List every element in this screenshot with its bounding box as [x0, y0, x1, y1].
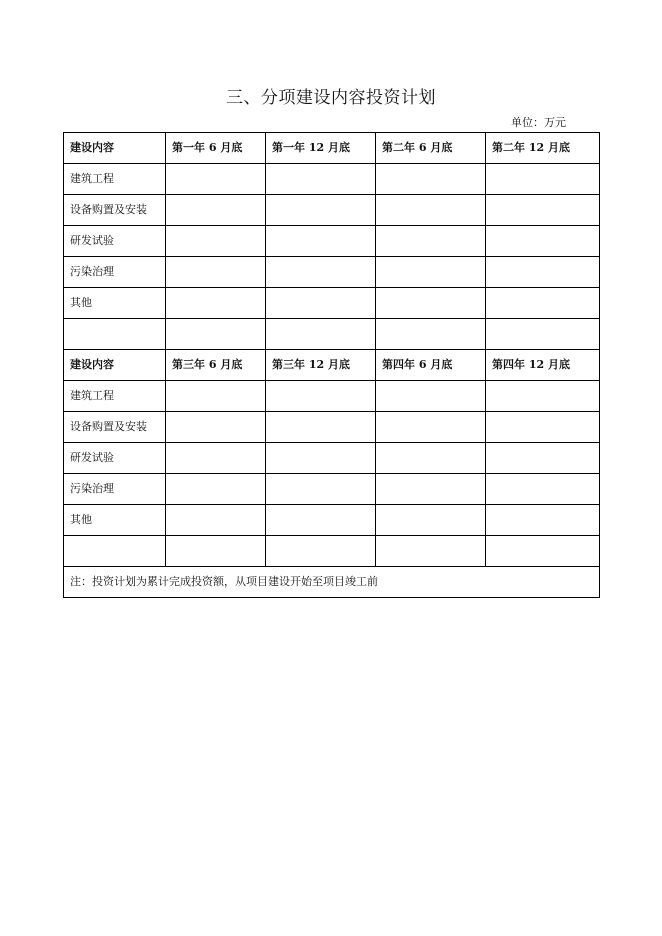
table-header-row-2	[64, 350, 600, 381]
value-cell[interactable]	[266, 412, 376, 443]
header-cell-period: 第二年 6 月底	[376, 133, 486, 164]
row-label: 研发试验	[64, 443, 166, 474]
value-cell[interactable]	[376, 505, 486, 536]
table-row	[64, 536, 600, 567]
row-label: 污染治理	[64, 474, 166, 505]
table-row	[64, 195, 600, 226]
table-row	[64, 226, 600, 257]
value-cell[interactable]	[166, 164, 266, 195]
value-cell[interactable]	[166, 319, 266, 350]
value-cell[interactable]	[266, 288, 376, 319]
header-cell-period: 第二年 12 月底	[486, 133, 600, 164]
value-cell[interactable]	[266, 381, 376, 412]
table-row	[64, 381, 600, 412]
value-cell[interactable]	[486, 381, 600, 412]
value-cell[interactable]	[166, 195, 266, 226]
value-cell[interactable]	[486, 536, 600, 567]
value-cell[interactable]	[486, 412, 600, 443]
value-cell[interactable]	[486, 226, 600, 257]
value-cell[interactable]	[376, 443, 486, 474]
value-cell[interactable]	[266, 319, 376, 350]
value-cell[interactable]	[266, 443, 376, 474]
table-row	[64, 443, 600, 474]
value-cell[interactable]	[486, 195, 600, 226]
value-cell[interactable]	[266, 257, 376, 288]
table-row	[64, 257, 600, 288]
row-label: 设备购置及安装	[64, 195, 166, 226]
header-cell-period: 第四年 6 月底	[376, 350, 486, 381]
unit-label: 单位：万元	[511, 116, 566, 129]
value-cell[interactable]	[166, 381, 266, 412]
value-cell[interactable]	[166, 443, 266, 474]
header-cell-period: 第一年 12 月底	[266, 133, 376, 164]
row-label: 研发试验	[64, 226, 166, 257]
value-cell[interactable]	[376, 319, 486, 350]
row-label: 污染治理	[64, 257, 166, 288]
value-cell[interactable]	[266, 226, 376, 257]
row-label: 其他	[64, 505, 166, 536]
value-cell[interactable]	[376, 381, 486, 412]
note-row	[64, 567, 600, 598]
value-cell[interactable]	[266, 474, 376, 505]
value-cell[interactable]	[376, 412, 486, 443]
value-cell[interactable]	[166, 505, 266, 536]
table-row	[64, 288, 600, 319]
value-cell[interactable]	[376, 474, 486, 505]
row-label: 其他	[64, 288, 166, 319]
value-cell[interactable]	[376, 226, 486, 257]
value-cell[interactable]	[166, 412, 266, 443]
page-title: 三、分项建设内容投资计划	[226, 88, 436, 108]
row-label: 建筑工程	[64, 381, 166, 412]
row-label	[64, 319, 166, 350]
value-cell[interactable]	[266, 505, 376, 536]
value-cell[interactable]	[166, 288, 266, 319]
table-row	[64, 412, 600, 443]
value-cell[interactable]	[376, 257, 486, 288]
table-row	[64, 474, 600, 505]
header-cell-content: 建设内容	[64, 133, 166, 164]
table-row	[64, 505, 600, 536]
value-cell[interactable]	[376, 195, 486, 226]
value-cell[interactable]	[486, 257, 600, 288]
header-cell-content: 建设内容	[64, 350, 166, 381]
value-cell[interactable]	[166, 226, 266, 257]
value-cell[interactable]	[486, 319, 600, 350]
value-cell[interactable]	[376, 288, 486, 319]
header-cell-period: 第三年 6 月底	[166, 350, 266, 381]
value-cell[interactable]	[376, 536, 486, 567]
value-cell[interactable]	[266, 164, 376, 195]
header-cell-period: 第四年 12 月底	[486, 350, 600, 381]
value-cell[interactable]	[376, 164, 486, 195]
footnote: 注：投资计划为累计完成投资额，从项目建设开始至项目竣工前	[64, 567, 600, 598]
row-label: 设备购置及安装	[64, 412, 166, 443]
value-cell[interactable]	[486, 288, 600, 319]
value-cell[interactable]	[166, 474, 266, 505]
value-cell[interactable]	[166, 257, 266, 288]
header-cell-period: 第一年 6 月底	[166, 133, 266, 164]
value-cell[interactable]	[486, 474, 600, 505]
row-label: 建筑工程	[64, 164, 166, 195]
value-cell[interactable]	[166, 536, 266, 567]
value-cell[interactable]	[486, 164, 600, 195]
header-cell-period: 第三年 12 月底	[266, 350, 376, 381]
table-header-row-1	[64, 133, 600, 164]
row-label	[64, 536, 166, 567]
table-row	[64, 164, 600, 195]
value-cell[interactable]	[486, 505, 600, 536]
investment-plan-table	[63, 132, 600, 598]
value-cell[interactable]	[266, 536, 376, 567]
value-cell[interactable]	[266, 195, 376, 226]
table-row	[64, 319, 600, 350]
value-cell[interactable]	[486, 443, 600, 474]
